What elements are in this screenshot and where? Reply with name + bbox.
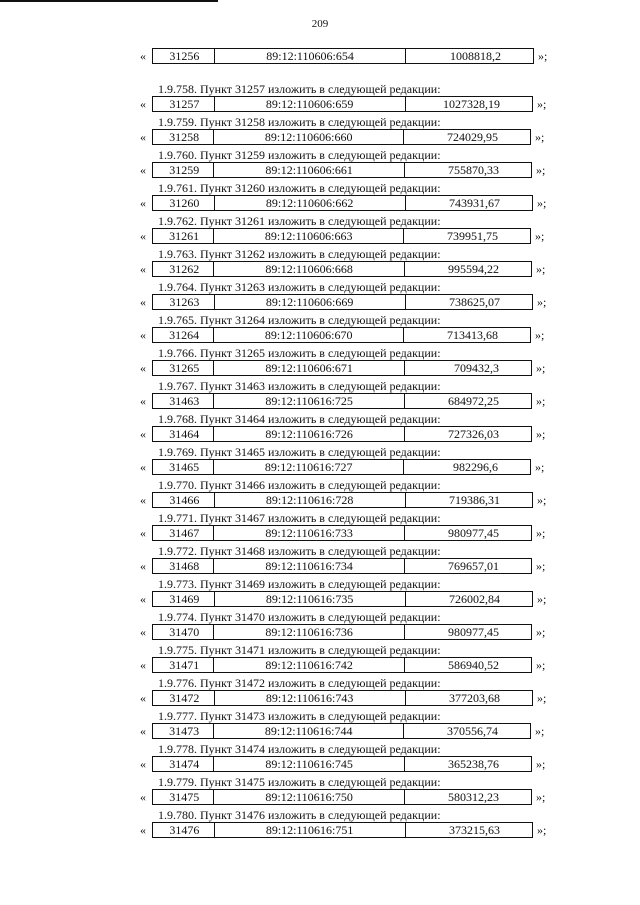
open-quote: « bbox=[140, 592, 146, 606]
row-table bbox=[152, 690, 533, 706]
table-row bbox=[0, 822, 640, 838]
close-quote: »; bbox=[537, 97, 547, 111]
cadastral-number: 89:12:110606:660 bbox=[214, 130, 404, 144]
close-quote: »; bbox=[535, 130, 545, 144]
cadastral-value: 724029,95 bbox=[447, 130, 498, 144]
close-quote: »; bbox=[537, 592, 547, 606]
table-row bbox=[0, 261, 640, 277]
open-quote: « bbox=[140, 625, 146, 639]
table-row bbox=[0, 162, 640, 178]
open-quote: « bbox=[140, 394, 146, 408]
open-quote: « bbox=[140, 823, 146, 837]
item-number: 31466 bbox=[153, 493, 215, 507]
item-number: 31474 bbox=[153, 757, 214, 771]
top-rule bbox=[0, 0, 218, 2]
cadastral-value: 769657,01 bbox=[448, 559, 499, 573]
entry-heading: 1.9.776. Пункт 31472 изложить в следующей редакции: bbox=[158, 676, 441, 690]
open-quote: « bbox=[140, 361, 146, 375]
list-item bbox=[0, 411, 640, 444]
cadastral-number: 89:12:110616:744 bbox=[214, 724, 404, 738]
cadastral-value: 727326,03 bbox=[448, 427, 499, 441]
item-number: 31257 bbox=[153, 97, 215, 111]
list-item bbox=[0, 642, 640, 675]
item-number: 31256 bbox=[153, 49, 215, 63]
list-item bbox=[0, 510, 640, 543]
list-item bbox=[0, 807, 640, 840]
table-row bbox=[0, 195, 640, 211]
item-number: 31258 bbox=[153, 130, 214, 144]
cadastral-value: 709432,3 bbox=[454, 361, 499, 375]
row-table bbox=[152, 195, 533, 211]
list-item bbox=[0, 180, 640, 213]
entry-heading: 1.9.764. Пункт 31263 изложить в следующей редакции: bbox=[158, 280, 441, 294]
table-row bbox=[0, 426, 640, 442]
list-item bbox=[0, 81, 640, 114]
item-number: 31475 bbox=[153, 790, 214, 804]
cadastral-value: 370556,74 bbox=[447, 724, 498, 738]
cadastral-number: 89:12:110616:745 bbox=[214, 757, 404, 771]
row-table bbox=[152, 129, 531, 145]
entry-heading: 1.9.777. Пункт 31473 изложить в следующей редакции: bbox=[158, 709, 441, 723]
close-quote: »; bbox=[537, 196, 547, 210]
open-quote: « bbox=[140, 460, 146, 474]
cadastral-number: 89:12:110616:743 bbox=[215, 691, 406, 705]
close-quote: »; bbox=[536, 163, 546, 177]
cadastral-number: 89:12:110606:670 bbox=[214, 328, 404, 342]
open-quote: « bbox=[140, 658, 146, 672]
cadastral-value: 1027328,19 bbox=[443, 97, 500, 111]
row-table bbox=[152, 822, 533, 838]
list-item bbox=[0, 246, 640, 279]
row-table bbox=[152, 261, 532, 277]
cadastral-number: 89:12:110606:661 bbox=[214, 163, 404, 177]
entry-heading: 1.9.780. Пункт 31476 изложить в следующей редакции: bbox=[158, 808, 441, 822]
entry-heading: 1.9.775. Пункт 31471 изложить в следующей редакции: bbox=[158, 643, 441, 657]
cadastral-number: 89:12:110616:727 bbox=[214, 460, 404, 474]
row-table bbox=[152, 558, 532, 574]
cadastral-number: 89:12:110606:669 bbox=[215, 295, 406, 309]
open-quote: « bbox=[140, 328, 146, 342]
entries-list bbox=[0, 81, 640, 840]
cadastral-number: 89:12:110616:733 bbox=[214, 526, 404, 540]
item-number: 31262 bbox=[153, 262, 214, 276]
table-row bbox=[0, 525, 640, 541]
cadastral-value: 743931,67 bbox=[449, 196, 500, 210]
entry-heading: 1.9.763. Пункт 31262 изложить в следующей редакции: bbox=[158, 247, 441, 261]
table-row bbox=[0, 624, 640, 640]
table-row bbox=[0, 393, 640, 409]
open-quote: « bbox=[140, 790, 146, 804]
list-item bbox=[0, 378, 640, 411]
cadastral-number: 89:12:110616:728 bbox=[215, 493, 406, 507]
first-entry bbox=[0, 48, 640, 81]
cadastral-number: 89:12:110606:663 bbox=[214, 229, 404, 243]
open-quote: « bbox=[140, 262, 146, 276]
list-item bbox=[0, 147, 640, 180]
open-quote: « bbox=[140, 49, 146, 63]
table-row bbox=[0, 294, 640, 310]
item-number: 31476 bbox=[153, 823, 215, 837]
open-quote: « bbox=[140, 196, 146, 210]
list-item bbox=[0, 312, 640, 345]
table-row bbox=[0, 591, 640, 607]
cadastral-number: 89:12:110616:725 bbox=[214, 394, 404, 408]
entry-heading: 1.9.766. Пункт 31265 изложить в следующей редакции: bbox=[158, 346, 441, 360]
close-quote: »; bbox=[537, 823, 547, 837]
cadastral-number: 89:12:110606:654 bbox=[215, 49, 406, 63]
cadastral-number: 89:12:110616:742 bbox=[214, 658, 404, 672]
cadastral-value: 684972,25 bbox=[448, 394, 499, 408]
row-table bbox=[152, 789, 532, 805]
close-quote: »; bbox=[536, 658, 546, 672]
cadastral-value: 713413,68 bbox=[447, 328, 498, 342]
item-number: 31473 bbox=[153, 724, 214, 738]
item-number: 31265 bbox=[153, 361, 214, 375]
document-body bbox=[0, 48, 640, 840]
close-quote: »; bbox=[537, 295, 547, 309]
table-row bbox=[0, 723, 640, 739]
row-table bbox=[152, 360, 532, 376]
open-quote: « bbox=[140, 559, 146, 573]
open-quote: « bbox=[140, 757, 146, 771]
entry-heading: 1.9.774. Пункт 31470 изложить в следующей редакции: bbox=[158, 610, 441, 624]
table-row bbox=[0, 360, 640, 376]
cadastral-number: 89:12:110616:750 bbox=[214, 790, 404, 804]
entry-heading: 1.9.778. Пункт 31474 изложить в следующей редакции: bbox=[158, 742, 441, 756]
cadastral-value: 982296,6 bbox=[453, 460, 498, 474]
row-table bbox=[152, 723, 531, 739]
item-number: 31469 bbox=[153, 592, 215, 606]
close-quote: »; bbox=[536, 625, 546, 639]
close-quote: »; bbox=[535, 328, 545, 342]
close-quote: »; bbox=[536, 526, 546, 540]
item-number: 31468 bbox=[153, 559, 214, 573]
close-quote: »; bbox=[537, 691, 547, 705]
close-quote: »; bbox=[536, 394, 546, 408]
cadastral-number: 89:12:110616:726 bbox=[214, 427, 404, 441]
entry-heading: 1.9.762. Пункт 31261 изложить в следующей редакции: bbox=[158, 214, 441, 228]
cadastral-value: 580312,23 bbox=[448, 790, 499, 804]
cadastral-number: 89:12:110616:735 bbox=[215, 592, 406, 606]
open-quote: « bbox=[140, 229, 146, 243]
open-quote: « bbox=[140, 493, 146, 507]
cadastral-value: 586940,52 bbox=[448, 658, 499, 672]
entry-heading: 1.9.771. Пункт 31467 изложить в следующей редакции: bbox=[158, 511, 441, 525]
row-table bbox=[152, 624, 532, 640]
list-item bbox=[0, 477, 640, 510]
open-quote: « bbox=[140, 691, 146, 705]
cadastral-value: 995594,22 bbox=[448, 262, 499, 276]
cadastral-number: 89:12:110606:671 bbox=[214, 361, 404, 375]
list-item bbox=[0, 345, 640, 378]
close-quote: »; bbox=[536, 790, 546, 804]
item-number: 31470 bbox=[153, 625, 214, 639]
row-table bbox=[152, 393, 532, 409]
open-quote: « bbox=[140, 295, 146, 309]
cadastral-value: 719386,31 bbox=[449, 493, 500, 507]
table-row bbox=[0, 228, 640, 244]
open-quote: « bbox=[140, 97, 146, 111]
cadastral-value: 726002,84 bbox=[449, 592, 500, 606]
close-quote: »; bbox=[536, 559, 546, 573]
cadastral-value: 365238,76 bbox=[448, 757, 499, 771]
table-row bbox=[0, 690, 640, 706]
entry-heading: 1.9.770. Пункт 31466 изложить в следующей редакции: bbox=[158, 478, 441, 492]
row-table bbox=[152, 492, 533, 508]
close-quote: »; bbox=[536, 262, 546, 276]
table-row bbox=[0, 657, 640, 673]
list-item bbox=[0, 774, 640, 807]
cadastral-value: 373215,63 bbox=[449, 823, 500, 837]
open-quote: « bbox=[140, 526, 146, 540]
row-table bbox=[152, 756, 532, 772]
entry-heading: 1.9.779. Пункт 31475 изложить в следующей редакции: bbox=[158, 775, 441, 789]
row-table bbox=[152, 459, 531, 475]
entry-heading: 1.9.769. Пункт 31465 изложить в следующей редакции: bbox=[158, 445, 441, 459]
row-table bbox=[152, 162, 532, 178]
cadastral-number: 89:12:110606:662 bbox=[215, 196, 406, 210]
row-table bbox=[152, 426, 532, 442]
row-table bbox=[152, 48, 534, 64]
cadastral-number: 89:12:110616:734 bbox=[214, 559, 404, 573]
cadastral-value: 1008818,2 bbox=[450, 49, 501, 63]
close-quote: »; bbox=[537, 493, 547, 507]
list-item bbox=[0, 279, 640, 312]
list-item bbox=[0, 609, 640, 642]
entry-heading: 1.9.772. Пункт 31468 изложить в следующей редакции: bbox=[158, 544, 441, 558]
cadastral-number: 89:12:110616:736 bbox=[214, 625, 404, 639]
entry-heading: 1.9.767. Пункт 31463 изложить в следующей редакции: bbox=[158, 379, 441, 393]
cadastral-value: 738625,07 bbox=[449, 295, 500, 309]
open-quote: « bbox=[140, 130, 146, 144]
close-quote: »; bbox=[536, 757, 546, 771]
entry-heading: 1.9.761. Пункт 31260 изложить в следующей редакции: bbox=[158, 181, 441, 195]
list-item bbox=[0, 708, 640, 741]
list-item bbox=[0, 213, 640, 246]
close-quote: »; bbox=[536, 361, 546, 375]
entry-heading: 1.9.765. Пункт 31264 изложить в следующей редакции: bbox=[158, 313, 441, 327]
close-quote: »; bbox=[535, 229, 545, 243]
table-row bbox=[0, 789, 640, 805]
table-row bbox=[0, 48, 640, 64]
cadastral-value: 739951,75 bbox=[447, 229, 498, 243]
item-number: 31263 bbox=[153, 295, 215, 309]
open-quote: « bbox=[140, 427, 146, 441]
cadastral-value: 377203,68 bbox=[449, 691, 500, 705]
item-number: 31464 bbox=[153, 427, 214, 441]
entry-heading: 1.9.758. Пункт 31257 изложить в следующей редакции: bbox=[158, 82, 441, 96]
close-quote: »; bbox=[536, 427, 546, 441]
cadastral-number: 89:12:110606:659 bbox=[215, 97, 406, 111]
list-item bbox=[0, 444, 640, 477]
table-row bbox=[0, 459, 640, 475]
entry-heading: 1.9.760. Пункт 31259 изложить в следующей редакции: bbox=[158, 148, 441, 162]
item-number: 31261 bbox=[153, 229, 214, 243]
close-quote: »; bbox=[535, 460, 545, 474]
close-quote: »; bbox=[535, 724, 545, 738]
row-table bbox=[152, 657, 532, 673]
open-quote: « bbox=[140, 724, 146, 738]
table-row bbox=[0, 327, 640, 343]
table-row bbox=[0, 129, 640, 145]
open-quote: « bbox=[140, 163, 146, 177]
page-number: 209 bbox=[311, 18, 329, 30]
item-number: 31472 bbox=[153, 691, 215, 705]
item-number: 31465 bbox=[153, 460, 214, 474]
row-table bbox=[152, 96, 533, 112]
table-row bbox=[0, 96, 640, 112]
item-number: 31463 bbox=[153, 394, 214, 408]
row-table bbox=[152, 327, 531, 343]
list-item bbox=[0, 543, 640, 576]
cadastral-number: 89:12:110606:668 bbox=[214, 262, 404, 276]
row-table bbox=[152, 525, 532, 541]
cadastral-value: 980977,45 bbox=[448, 526, 499, 540]
table-row bbox=[0, 492, 640, 508]
list-item bbox=[0, 675, 640, 708]
item-number: 31471 bbox=[153, 658, 214, 672]
list-item bbox=[0, 114, 640, 147]
table-row bbox=[0, 558, 640, 574]
cadastral-value: 755870,33 bbox=[448, 163, 499, 177]
entry-heading: 1.9.773. Пункт 31469 изложить в следующей редакции: bbox=[158, 577, 441, 591]
item-number: 31264 bbox=[153, 328, 214, 342]
item-number: 31467 bbox=[153, 526, 214, 540]
table-row bbox=[0, 756, 640, 772]
item-number: 31260 bbox=[153, 196, 215, 210]
cadastral-value: 980977,45 bbox=[448, 625, 499, 639]
row-table bbox=[152, 228, 531, 244]
list-item bbox=[0, 741, 640, 774]
item-number: 31259 bbox=[153, 163, 214, 177]
row-table bbox=[152, 294, 533, 310]
entry-heading: 1.9.759. Пункт 31258 изложить в следующей редакции: bbox=[158, 115, 441, 129]
cadastral-number: 89:12:110616:751 bbox=[215, 823, 406, 837]
row-table bbox=[152, 591, 533, 607]
list-item bbox=[0, 576, 640, 609]
entry-heading: 1.9.768. Пункт 31464 изложить в следующей редакции: bbox=[158, 412, 441, 426]
close-quote: »; bbox=[538, 49, 548, 63]
